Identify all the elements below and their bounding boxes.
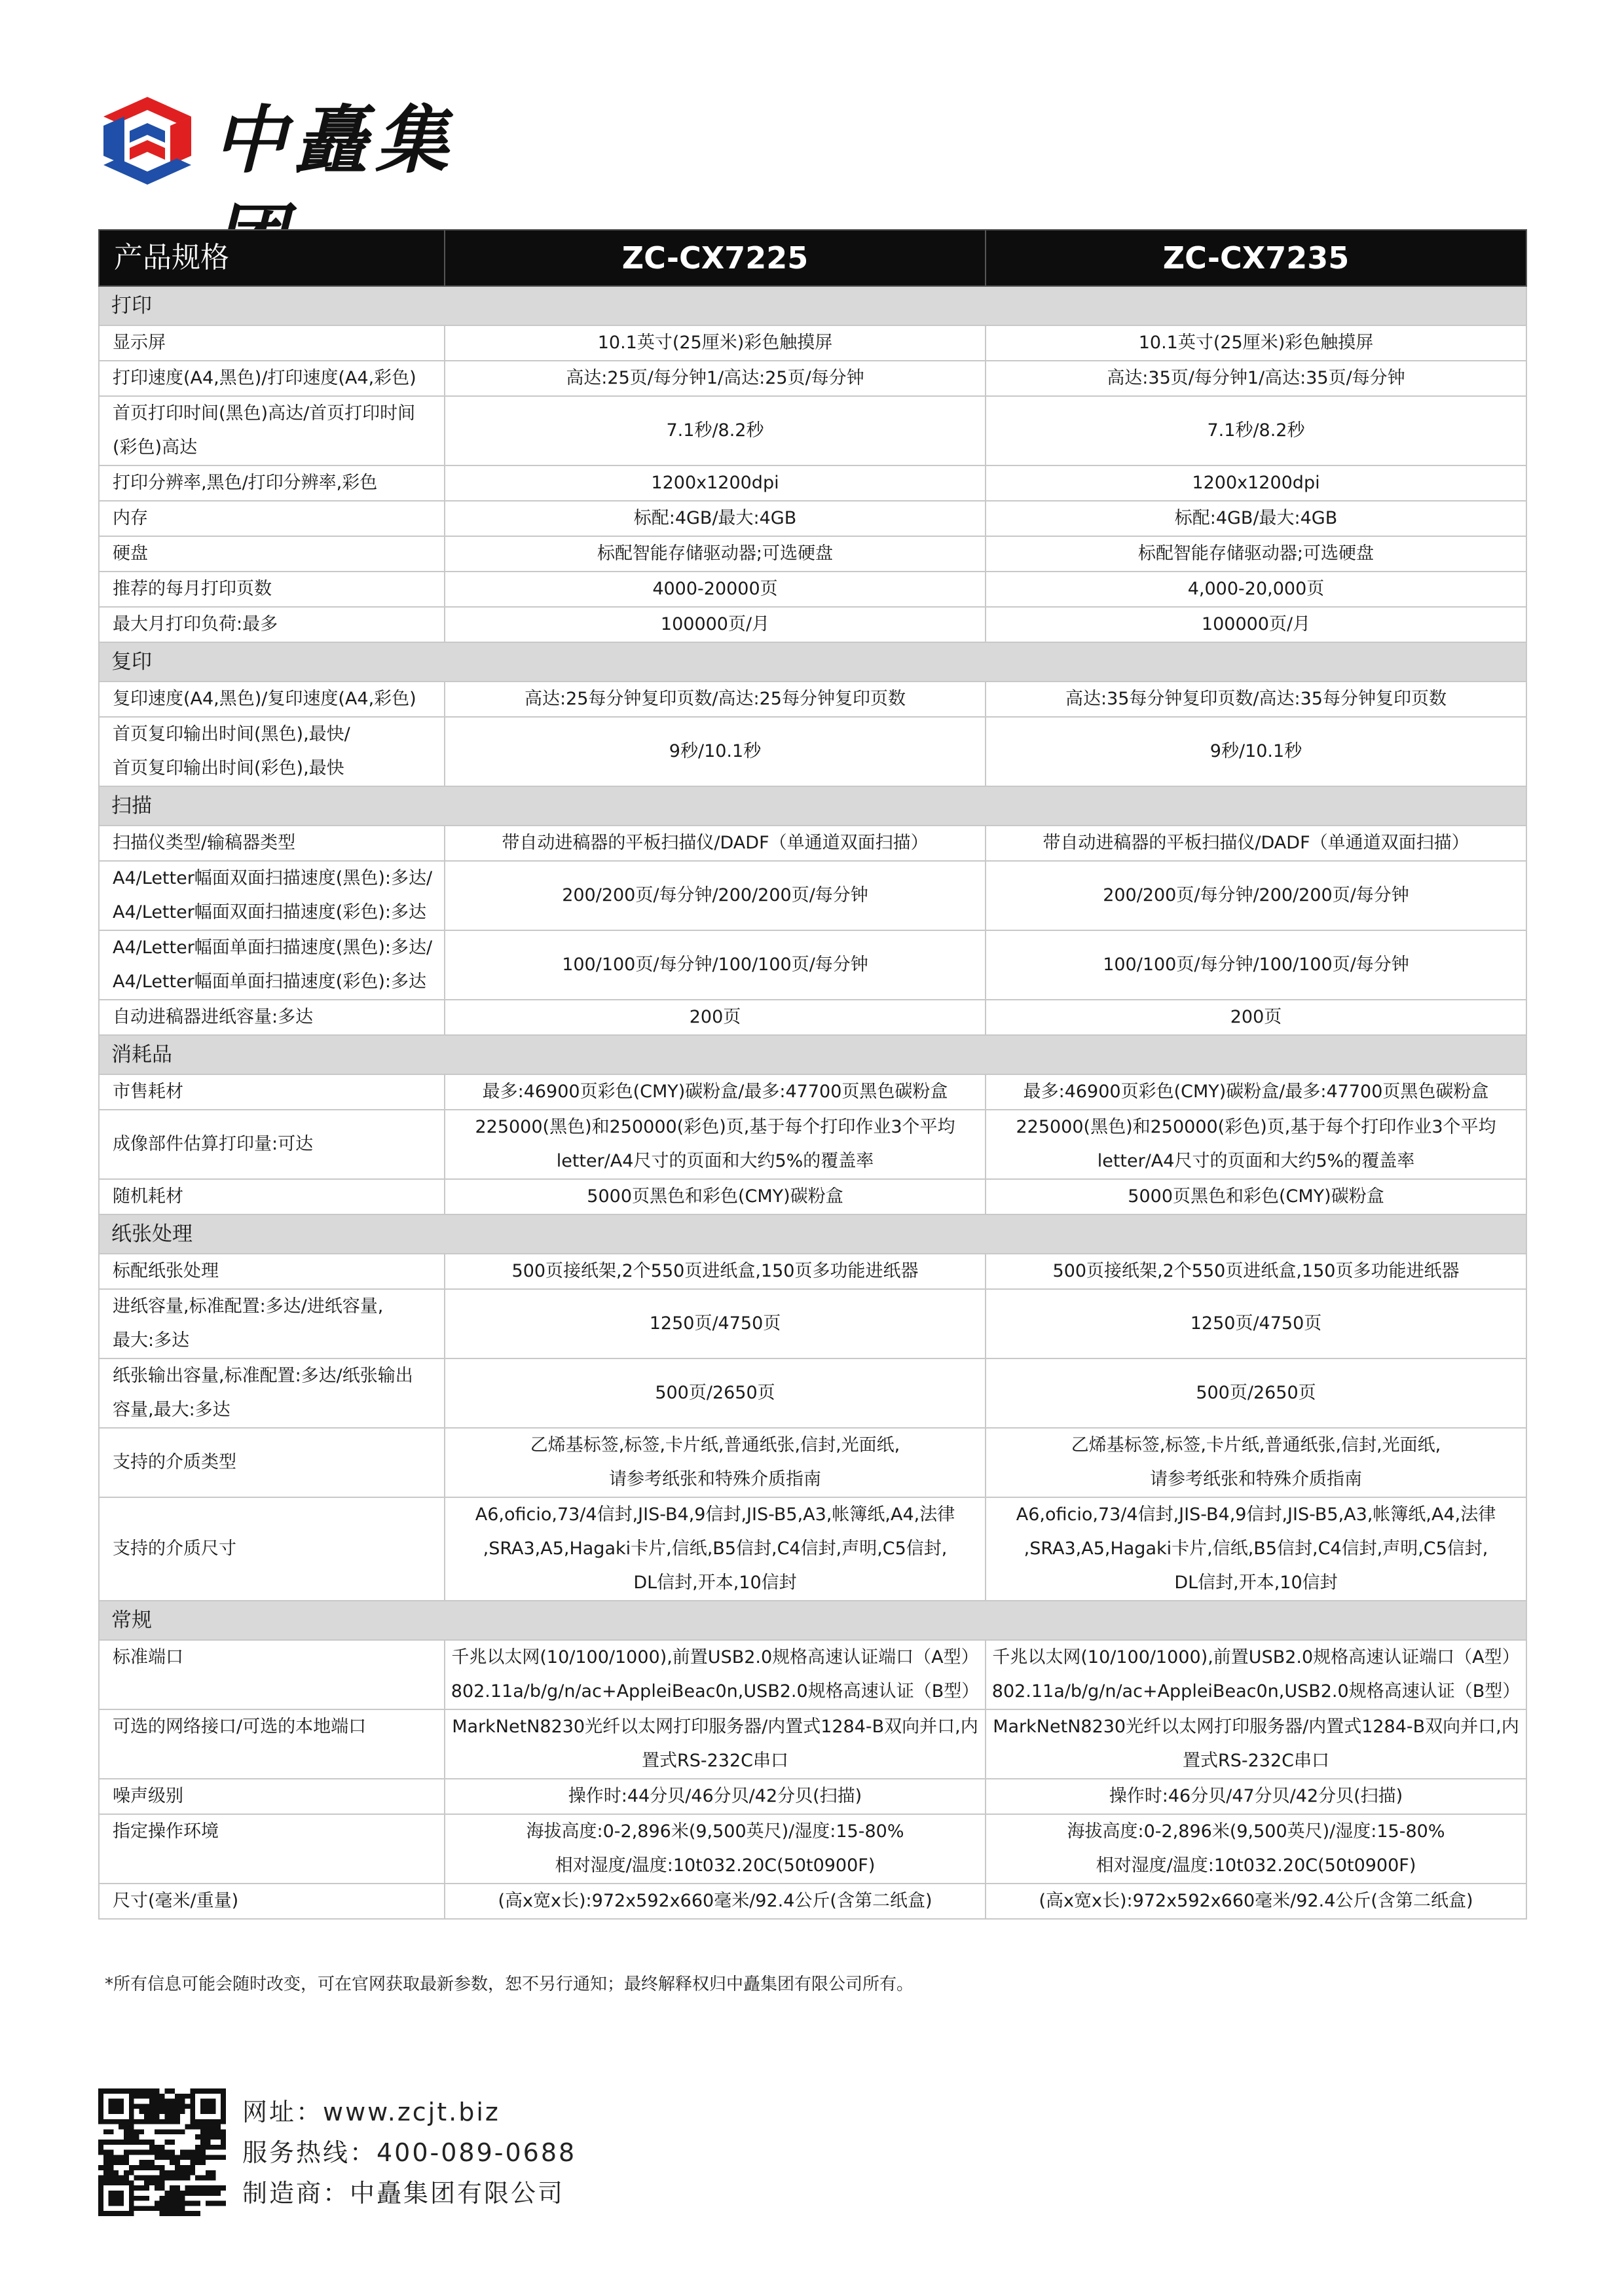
website-text: 网址：www.zcjt.biz bbox=[242, 2098, 500, 2126]
spec-value-line: DL信封,开本,10信封 bbox=[633, 1573, 797, 1593]
spec-value-cx7225 bbox=[445, 1000, 986, 1035]
spec-label bbox=[99, 1428, 445, 1497]
spec-table bbox=[98, 229, 1527, 1920]
spec-label bbox=[99, 1814, 445, 1884]
spec-label-line: 标配纸张处理 bbox=[113, 1261, 219, 1281]
spec-value-line: 请参考纸张和特殊介质指南 bbox=[609, 1469, 821, 1489]
spec-value-cx7235 bbox=[986, 1428, 1526, 1497]
spec-value-line: 1200x1200dpi bbox=[651, 473, 779, 493]
spec-value-cx7225 bbox=[445, 361, 986, 396]
spec-value-cx7225 bbox=[445, 501, 986, 536]
spec-label bbox=[99, 1289, 445, 1358]
spec-value-line: DL信封,开本,10信封 bbox=[1174, 1573, 1338, 1593]
brand-name: 中矗集 bbox=[213, 98, 456, 183]
spec-label bbox=[99, 1179, 445, 1214]
spec-row bbox=[99, 361, 1526, 396]
spec-value-line: 200页 bbox=[1230, 1007, 1282, 1027]
spec-label bbox=[99, 1884, 445, 1919]
spec-value-cx7235 bbox=[986, 1110, 1526, 1179]
spec-row bbox=[99, 717, 1526, 786]
spec-label-line: 纸张输出容量,标准配置:多达/纸张输出 bbox=[113, 1366, 413, 1386]
spec-value-cx7225 bbox=[445, 861, 986, 930]
footnote: *所有信息可能会随时改变，可在官网获取最新参数，恕不另行通知；最终解释权归中矗集团有限公司所有。 bbox=[105, 1975, 914, 1994]
spec-row bbox=[99, 1428, 1526, 1497]
spec-value-line: 200页 bbox=[689, 1007, 741, 1027]
spec-value-line: 置式RS-232C串口 bbox=[1182, 1751, 1330, 1771]
spec-value-cx7225 bbox=[445, 396, 986, 465]
spec-value-line: 1250页/4750页 bbox=[1190, 1313, 1322, 1334]
spec-value-cx7235 bbox=[986, 1779, 1526, 1814]
spec-value-line: 500页/2650页 bbox=[1196, 1383, 1316, 1403]
spec-label bbox=[99, 717, 445, 786]
spec-label-line: 容量,最大:多达 bbox=[113, 1400, 231, 1420]
spec-row bbox=[99, 465, 1526, 501]
spec-row bbox=[99, 861, 1526, 930]
spec-row bbox=[99, 607, 1526, 642]
spec-value-line: 最多:46900页彩色(CMY)碳粉盒/最多:47700页黑色碳粉盒 bbox=[482, 1082, 948, 1102]
spec-label-line: 首页打印时间(黑色)高达/首页打印时间 bbox=[113, 403, 416, 424]
spec-label bbox=[99, 1709, 445, 1779]
spec-value-cx7235 bbox=[986, 607, 1526, 642]
spec-value-cx7235 bbox=[986, 826, 1526, 861]
spec-value-line: 千兆以太网(10/100/1000),前置USB2.0规格高速认证端口（A型） bbox=[451, 1647, 979, 1667]
spec-row bbox=[99, 1358, 1526, 1428]
spec-label bbox=[99, 930, 445, 1000]
spec-row bbox=[99, 682, 1526, 717]
spec-label-line: A4/Letter幅面单面扫描速度(彩色):多达 bbox=[113, 972, 426, 992]
manufacturer-text: 制造商：中矗集团有限公司 bbox=[242, 2179, 565, 2208]
spec-row bbox=[99, 826, 1526, 861]
spec-row bbox=[99, 1779, 1526, 1814]
spec-value-line: 高达:25页/每分钟1/高达:25页/每分钟 bbox=[566, 368, 864, 388]
spec-row bbox=[99, 501, 1526, 536]
spec-label-line: 硬盘 bbox=[113, 543, 148, 564]
spec-value-cx7235 bbox=[986, 325, 1526, 361]
spec-row bbox=[99, 1709, 1526, 1779]
spec-row bbox=[99, 1254, 1526, 1289]
spec-label-line: 支持的介质类型 bbox=[113, 1452, 236, 1472]
spec-value-line: MarkNetN8230光纤以太网打印服务器/内置式1284-B双向并口,内 bbox=[993, 1717, 1519, 1737]
spec-label-line: 首页复印输出时间(黑色),最快/ bbox=[113, 724, 350, 744]
brand-logo-icon bbox=[98, 92, 196, 190]
spec-value-cx7235 bbox=[986, 682, 1526, 717]
spec-value-line: 9秒/10.1秒 bbox=[1209, 741, 1302, 761]
spec-value-line: 5000页黑色和彩色(CMY)碳粉盒 bbox=[587, 1186, 843, 1207]
spec-value-line: letter/A4尺寸的页面和大约5%的覆盖率 bbox=[1097, 1151, 1415, 1171]
spec-value-line: 带自动进稿器的平板扫描仪/DADF（单通道双面扫描） bbox=[1043, 833, 1469, 853]
spec-label-line: 市售耗材 bbox=[113, 1082, 183, 1102]
spec-label-line: A4/Letter幅面双面扫描速度(黑色):多达/ bbox=[113, 868, 433, 888]
spec-value-cx7225 bbox=[445, 536, 986, 572]
spec-value-line: 1250页/4750页 bbox=[649, 1313, 781, 1334]
spec-value-cx7225 bbox=[445, 717, 986, 786]
spec-value-cx7235 bbox=[986, 465, 1526, 501]
section-title: 打印 bbox=[99, 286, 1526, 325]
model-header: ZC-CX7235 bbox=[986, 230, 1526, 286]
spec-value-line: 9秒/10.1秒 bbox=[669, 741, 762, 761]
spec-value-cx7235 bbox=[986, 361, 1526, 396]
spec-label bbox=[99, 1000, 445, 1035]
spec-value-line: 7.1秒/8.2秒 bbox=[666, 420, 764, 441]
spec-value-cx7235 bbox=[986, 572, 1526, 607]
spec-value-cx7235 bbox=[986, 536, 1526, 572]
spec-label bbox=[99, 861, 445, 930]
spec-label-line: 首页复印输出时间(彩色),最快 bbox=[113, 758, 344, 778]
contact-info bbox=[242, 2092, 576, 2214]
spec-label bbox=[99, 1640, 445, 1709]
spec-value-cx7225 bbox=[445, 1179, 986, 1214]
spec-value-line: 海拔高度:0-2,896米(9,500英尺)/湿度:15-80% bbox=[526, 1821, 904, 1842]
spec-value-line: ,SRA3,A5,Hagaki卡片,信纸,B5信封,C4信封,声明,C5信封, bbox=[483, 1539, 948, 1559]
section-title: 复印 bbox=[99, 642, 1526, 682]
section-title: 扫描 bbox=[99, 786, 1526, 826]
spec-row bbox=[99, 536, 1526, 572]
spec-value-line: 操作时:46分贝/47分贝/42分贝(扫描) bbox=[1109, 1786, 1403, 1806]
spec-value-line: 802.11a/b/g/n/ac+AppleiBeac0n,USB2.0规格高速认证（B型） bbox=[991, 1681, 1521, 1702]
spec-value-cx7225 bbox=[445, 1884, 986, 1919]
spec-row bbox=[99, 1289, 1526, 1358]
spec-value-line: 乙烯基标签,标签,卡片纸,普通纸张,信封,光面纸, bbox=[530, 1435, 900, 1455]
section-title: 常规 bbox=[99, 1601, 1526, 1640]
spec-value-cx7225 bbox=[445, 1289, 986, 1358]
spec-value-cx7225 bbox=[445, 1428, 986, 1497]
spec-value-cx7225 bbox=[445, 1779, 986, 1814]
spec-row bbox=[99, 930, 1526, 1000]
spec-row bbox=[99, 1074, 1526, 1110]
hotline-text: 服务热线：400-089-0688 bbox=[242, 2138, 577, 2167]
spec-label-line: 显示屏 bbox=[113, 333, 166, 353]
spec-value-line: 7.1秒/8.2秒 bbox=[1207, 420, 1305, 441]
spec-label bbox=[99, 501, 445, 536]
spec-value-line: 操作时:44分贝/46分贝/42分贝(扫描) bbox=[568, 1786, 862, 1806]
section-title: 纸张处理 bbox=[99, 1214, 1526, 1254]
spec-value-cx7225 bbox=[445, 607, 986, 642]
spec-value-line: 500页接纸架,2个550页进纸盒,150页多功能进纸器 bbox=[511, 1261, 919, 1281]
spec-label bbox=[99, 1779, 445, 1814]
spec-label-line: 推荐的每月打印页数 bbox=[113, 579, 272, 599]
spec-label bbox=[99, 826, 445, 861]
spec-value-line: 100/100页/每分钟/100/100页/每分钟 bbox=[562, 955, 868, 975]
spec-label-line: 最大:多达 bbox=[113, 1330, 190, 1351]
section-row bbox=[99, 1601, 1526, 1640]
spec-value-cx7225 bbox=[445, 325, 986, 361]
spec-value-cx7225 bbox=[445, 1709, 986, 1779]
spec-value-line: 225000(黑色)和250000(彩色)页,基于每个打印作业3个平均 bbox=[1016, 1117, 1496, 1137]
section-row bbox=[99, 1214, 1526, 1254]
spec-header-row bbox=[99, 230, 1526, 286]
spec-label-line: 成像部件估算打印量:可达 bbox=[113, 1134, 314, 1154]
model-header: ZC-CX7225 bbox=[445, 230, 986, 286]
spec-value-line: 相对湿度/温度:10t032.20C(50t0900F) bbox=[555, 1855, 876, 1876]
spec-value-line: 802.11a/b/g/n/ac+AppleiBeac0n,USB2.0规格高速认证（B型） bbox=[451, 1681, 980, 1702]
spec-value-cx7235 bbox=[986, 501, 1526, 536]
spec-row bbox=[99, 1640, 1526, 1709]
spec-label bbox=[99, 396, 445, 465]
spec-value-line: 标配:4GB/最大:4GB bbox=[1174, 508, 1338, 528]
spec-value-line: 置式RS-232C串口 bbox=[641, 1751, 789, 1771]
spec-value-line: ,SRA3,A5,Hagaki卡片,信纸,B5信封,C4信封,声明,C5信封, bbox=[1024, 1539, 1488, 1559]
spec-label-line: A4/Letter幅面单面扫描速度(黑色):多达/ bbox=[113, 938, 433, 958]
spec-label bbox=[99, 1497, 445, 1601]
spec-value-line: letter/A4尺寸的页面和大约5%的覆盖率 bbox=[556, 1151, 874, 1171]
spec-value-cx7225 bbox=[445, 1074, 986, 1110]
spec-label bbox=[99, 1254, 445, 1289]
section-row bbox=[99, 642, 1526, 682]
spec-value-cx7235 bbox=[986, 396, 1526, 465]
spec-value-line: MarkNetN8230光纤以太网打印服务器/内置式1284-B双向并口,内 bbox=[452, 1717, 978, 1737]
spec-row bbox=[99, 572, 1526, 607]
section-row bbox=[99, 286, 1526, 325]
spec-value-line: 相对湿度/温度:10t032.20C(50t0900F) bbox=[1096, 1855, 1416, 1876]
spec-label bbox=[99, 1110, 445, 1179]
spec-value-cx7235 bbox=[986, 930, 1526, 1000]
spec-label-line: 指定操作环境 bbox=[113, 1821, 219, 1842]
spec-label-line: 自动进稿器进纸容量:多达 bbox=[113, 1007, 314, 1027]
spec-value-line: 100000页/月 bbox=[1201, 614, 1311, 634]
spec-value-line: 100/100页/每分钟/100/100页/每分钟 bbox=[1103, 955, 1409, 975]
spec-value-line: 200/200页/每分钟/200/200页/每分钟 bbox=[1103, 885, 1409, 905]
spec-value-cx7235 bbox=[986, 1254, 1526, 1289]
spec-header-label: 产品规格 bbox=[99, 230, 445, 286]
spec-value-cx7225 bbox=[445, 930, 986, 1000]
spec-value-cx7225 bbox=[445, 1497, 986, 1601]
spec-value-cx7225 bbox=[445, 572, 986, 607]
spec-value-cx7225 bbox=[445, 465, 986, 501]
spec-label-line: 进纸容量,标准配置:多达/进纸容量, bbox=[113, 1296, 384, 1317]
spec-label-line: 扫描仪类型/输稿器类型 bbox=[113, 833, 296, 853]
spec-value-cx7235 bbox=[986, 1497, 1526, 1601]
spec-value-line: 标配:4GB/最大:4GB bbox=[633, 508, 797, 528]
spec-label-line: 噪声级别 bbox=[113, 1786, 183, 1806]
brand-logo bbox=[98, 92, 530, 190]
spec-value-line: 高达:35每分钟复印页数/高达:35每分钟复印页数 bbox=[1065, 689, 1447, 709]
spec-value-cx7235 bbox=[986, 1074, 1526, 1110]
spec-value-line: 海拔高度:0-2,896米(9,500英尺)/湿度:15-80% bbox=[1067, 1821, 1445, 1842]
spec-value-line: 5000页黑色和彩色(CMY)碳粉盒 bbox=[1128, 1186, 1384, 1207]
spec-label-line: 可选的网络接口/可选的本地端口 bbox=[113, 1717, 367, 1737]
spec-label-line: 打印速度(A4,黑色)/打印速度(A4,彩色) bbox=[113, 368, 416, 388]
spec-row bbox=[99, 1110, 1526, 1179]
spec-row bbox=[99, 1497, 1526, 1601]
spec-label bbox=[99, 607, 445, 642]
spec-label-line: 标准端口 bbox=[113, 1647, 183, 1667]
spec-row bbox=[99, 1814, 1526, 1884]
spec-value-line: 200/200页/每分钟/200/200页/每分钟 bbox=[562, 885, 868, 905]
spec-value-cx7235 bbox=[986, 1358, 1526, 1428]
spec-label-line: (彩色)高达 bbox=[113, 437, 198, 458]
section-row bbox=[99, 786, 1526, 826]
spec-value-line: 高达:35页/每分钟1/高达:35页/每分钟 bbox=[1107, 368, 1405, 388]
spec-value-line: A6,oficio,73/4信封,JIS-B4,9信封,JIS-B5,A3,帐簿纸,A4,法律 bbox=[1016, 1504, 1496, 1525]
spec-value-line: 标配智能存储驱动器;可选硬盘 bbox=[1137, 543, 1375, 564]
spec-label-line: 支持的介质尺寸 bbox=[113, 1539, 236, 1559]
spec-value-line: 乙烯基标签,标签,卡片纸,普通纸张,信封,光面纸, bbox=[1071, 1435, 1441, 1455]
spec-value-line: 标配智能存储驱动器;可选硬盘 bbox=[597, 543, 834, 564]
spec-label bbox=[99, 325, 445, 361]
spec-value-cx7225 bbox=[445, 826, 986, 861]
section-title: 消耗品 bbox=[99, 1035, 1526, 1074]
spec-label-line: 打印分辨率,黑色/打印分辨率,彩色 bbox=[113, 473, 378, 493]
spec-value-cx7225 bbox=[445, 1814, 986, 1884]
spec-value-line: 最多:46900页彩色(CMY)碳粉盒/最多:47700页黑色碳粉盒 bbox=[1023, 1082, 1489, 1102]
spec-label bbox=[99, 572, 445, 607]
spec-value-cx7235 bbox=[986, 1814, 1526, 1884]
spec-label bbox=[99, 1358, 445, 1428]
spec-label-line: 尺寸(毫米/重量) bbox=[113, 1891, 239, 1911]
spec-row bbox=[99, 1000, 1526, 1035]
spec-label-line: 随机耗材 bbox=[113, 1186, 183, 1207]
spec-row bbox=[99, 396, 1526, 465]
spec-value-line: 100000页/月 bbox=[660, 614, 770, 634]
spec-row bbox=[99, 1884, 1526, 1919]
spec-value-line: 请参考纸张和特殊介质指南 bbox=[1150, 1469, 1362, 1489]
spec-label-line: A4/Letter幅面双面扫描速度(彩色):多达 bbox=[113, 902, 426, 922]
spec-value-cx7225 bbox=[445, 1640, 986, 1709]
spec-value-line: 千兆以太网(10/100/1000),前置USB2.0规格高速认证端口（A型） bbox=[992, 1647, 1520, 1667]
spec-label bbox=[99, 361, 445, 396]
spec-label bbox=[99, 465, 445, 501]
spec-value-cx7235 bbox=[986, 1884, 1526, 1919]
spec-value-cx7235 bbox=[986, 1179, 1526, 1214]
spec-value-cx7235 bbox=[986, 717, 1526, 786]
qr-code bbox=[98, 2088, 226, 2216]
spec-row bbox=[99, 1179, 1526, 1214]
spec-value-cx7225 bbox=[445, 1254, 986, 1289]
spec-row bbox=[99, 325, 1526, 361]
spec-value-line: 4,000-20,000页 bbox=[1187, 579, 1325, 599]
spec-value-line: 10.1英寸(25厘米)彩色触摸屏 bbox=[1138, 333, 1374, 353]
spec-label bbox=[99, 536, 445, 572]
spec-value-line: 1200x1200dpi bbox=[1192, 473, 1320, 493]
spec-value-line: (高x宽x长):972x592x660毫米/92.4公斤(含第二纸盒) bbox=[1039, 1891, 1473, 1911]
spec-value-cx7235 bbox=[986, 1000, 1526, 1035]
spec-value-cx7225 bbox=[445, 1358, 986, 1428]
spec-value-cx7235 bbox=[986, 1289, 1526, 1358]
spec-value-line: 500页/2650页 bbox=[655, 1383, 775, 1403]
spec-label-line: 复印速度(A4,黑色)/复印速度(A4,彩色) bbox=[113, 689, 416, 709]
spec-value-line: 4000-20000页 bbox=[652, 579, 778, 599]
spec-label-line: 内存 bbox=[113, 508, 148, 528]
spec-value-line: 225000(黑色)和250000(彩色)页,基于每个打印作业3个平均 bbox=[475, 1117, 955, 1137]
spec-value-cx7225 bbox=[445, 1110, 986, 1179]
spec-value-line: 500页接纸架,2个550页进纸盒,150页多功能进纸器 bbox=[1052, 1261, 1460, 1281]
spec-value-cx7225 bbox=[445, 682, 986, 717]
spec-value-cx7235 bbox=[986, 1640, 1526, 1709]
spec-value-line: A6,oficio,73/4信封,JIS-B4,9信封,JIS-B5,A3,帐簿纸,A4,法律 bbox=[475, 1504, 955, 1525]
spec-label bbox=[99, 682, 445, 717]
spec-value-line: (高x宽x长):972x592x660毫米/92.4公斤(含第二纸盒) bbox=[498, 1891, 932, 1911]
spec-value-cx7235 bbox=[986, 861, 1526, 930]
spec-value-cx7235 bbox=[986, 1709, 1526, 1779]
spec-value-line: 带自动进稿器的平板扫描仪/DADF（单通道双面扫描） bbox=[502, 833, 929, 853]
spec-label bbox=[99, 1074, 445, 1110]
spec-value-line: 10.1英寸(25厘米)彩色触摸屏 bbox=[597, 333, 833, 353]
spec-label-line: 最大月打印负荷:最多 bbox=[113, 614, 278, 634]
section-row bbox=[99, 1035, 1526, 1074]
spec-value-line: 高达:25每分钟复印页数/高达:25每分钟复印页数 bbox=[524, 689, 906, 709]
